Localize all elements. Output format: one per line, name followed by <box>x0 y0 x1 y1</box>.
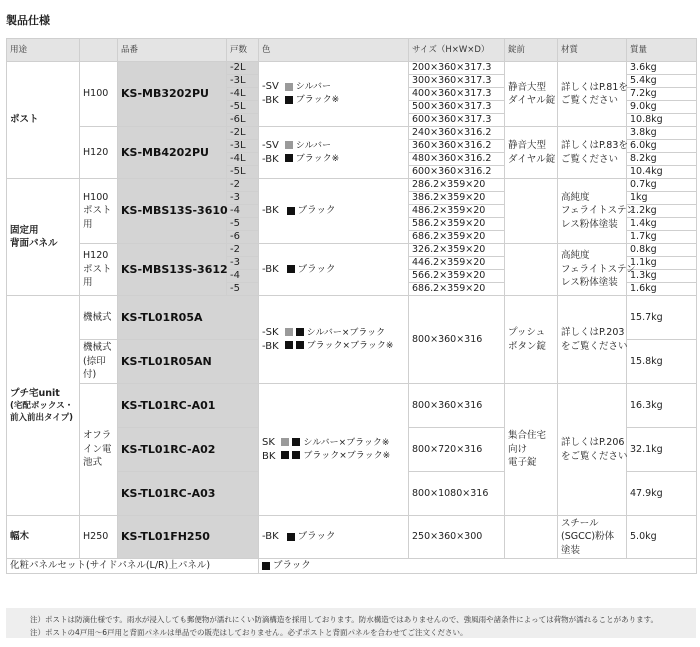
weight-value: 8.2kg <box>627 153 697 166</box>
model-ks-mb3202pu: KS-MB3202PU <box>118 62 227 127</box>
color-name: ブラック <box>297 531 336 543</box>
unit-suffix: -2L <box>227 62 259 75</box>
sub-h100: H100 <box>80 62 118 127</box>
silver-swatch-icon <box>285 141 293 149</box>
weight-value: 9.0kg <box>627 101 697 114</box>
weight-value: 0.7kg <box>627 179 697 192</box>
material-line: 高純度 <box>561 250 590 262</box>
size-value: 360×360×316.2 <box>409 140 505 153</box>
silver-swatch-icon <box>285 328 293 336</box>
header-row <box>7 39 697 62</box>
weight-value: 15.8kg <box>627 340 697 384</box>
model-ks-tl01fh250: KS-TL01FH250 <box>118 516 259 559</box>
size-value: 200×360×317.3 <box>409 62 505 75</box>
material-line: レス粉体塗装 <box>561 277 618 289</box>
size-value: 600×360×316.2 <box>409 166 505 179</box>
lock-line: プッシュ <box>508 327 546 339</box>
material-line: フェライトステン <box>561 263 636 275</box>
black-swatch-icon <box>281 451 289 459</box>
sub-h250: H250 <box>80 516 118 559</box>
weight-value: 7.2kg <box>627 88 697 101</box>
spec-table <box>6 38 697 574</box>
material-line: 高純度 <box>561 191 590 203</box>
sub-mech: 機械式 <box>80 296 118 340</box>
size-value: 446.2×359×20 <box>409 257 505 270</box>
material-cell <box>558 179 636 244</box>
sub-line: イン電 <box>83 443 112 455</box>
header-material: 材質 <box>558 39 627 62</box>
color-code: -SK <box>262 326 279 338</box>
unit-suffix: -3 <box>227 192 259 205</box>
weight-value: 0.8kg <box>627 244 697 257</box>
color-code: -BK <box>262 263 279 275</box>
weight-value: 1.1kg <box>627 257 697 270</box>
size-value: 250×360×300 <box>409 516 505 559</box>
model-ks-tl01r05an: KS-TL01R05AN <box>118 340 259 384</box>
decor-label: 化粧パネルセット(サイドパネル(L/R)上パネル) <box>7 559 259 574</box>
lock-line: ダイヤル錠 <box>508 95 556 106</box>
color-name: シルバー <box>295 140 331 151</box>
color-code: -BK <box>262 153 279 165</box>
unit-suffix: -2 <box>227 244 259 257</box>
color-name: ブラック <box>297 263 336 275</box>
sub-line: 池式 <box>83 457 103 469</box>
color-cell <box>259 296 409 384</box>
weight-value: 1kg <box>627 192 697 205</box>
sub-mech-stamp <box>80 340 118 384</box>
sub-line: H120 <box>83 250 109 262</box>
use-line: 前入前出タイプ) <box>10 413 73 424</box>
unit-suffix: -3L <box>227 75 259 88</box>
lock-line: 静音大型 <box>508 140 547 152</box>
black-swatch-icon <box>292 438 300 446</box>
lock-line: 静音大型 <box>508 81 547 93</box>
lock-line: ボタン錠 <box>508 340 547 352</box>
black-swatch-icon <box>296 328 304 336</box>
sub-line: 用 <box>83 277 93 289</box>
color-name: シルバー×ブラック <box>306 327 386 338</box>
material-cell <box>558 516 627 559</box>
size-value: 286.2×359×20 <box>409 179 505 192</box>
color-code: -SV <box>262 139 279 151</box>
unit-suffix: -4L <box>227 153 259 166</box>
weight-value: 16.3kg <box>627 384 697 428</box>
size-value: 686.2×359×20 <box>409 231 505 244</box>
model-ks-mbs13s-3610: KS-MBS13S-3610 <box>118 179 227 244</box>
material-cell <box>558 62 627 127</box>
header-use: 用途 <box>7 39 80 62</box>
header-color: 色 <box>259 39 409 62</box>
unit-suffix: -2L <box>227 127 259 140</box>
color-name: ブラック <box>297 205 336 216</box>
size-value: 800×1080×316 <box>409 472 505 516</box>
lock-line: 集合住宅 <box>508 430 547 442</box>
weight-value: 3.8kg <box>627 127 697 140</box>
material-line: ご覧ください <box>561 153 619 165</box>
weight-value: 47.9kg <box>627 472 697 516</box>
use-line: 固定用 <box>10 224 39 236</box>
decor-color-cell <box>259 559 697 574</box>
black-swatch-icon <box>287 265 295 273</box>
material-line: をご覧ください <box>561 340 628 352</box>
model-ks-tl01rc-a03: KS-TL01RC-A03 <box>118 472 259 516</box>
size-value: 566.2×359×20 <box>409 270 505 283</box>
color-cell <box>259 179 409 244</box>
lock-cell <box>505 62 558 127</box>
material-line: ご覧ください <box>561 95 619 106</box>
unit-suffix: -5 <box>227 218 259 231</box>
weight-value: 1.7kg <box>627 231 697 244</box>
weight-value: 10.4kg <box>627 166 697 179</box>
color-cell <box>259 516 409 559</box>
use-line: (宅配ボックス・ <box>10 401 74 411</box>
model-ks-tl01r05a: KS-TL01R05A <box>118 296 259 340</box>
weight-value: 10.8kg <box>627 114 697 127</box>
unit-suffix: -5 <box>227 283 259 296</box>
sub-line: ポスト <box>83 263 112 275</box>
unit-suffix: -4 <box>227 270 259 283</box>
black-swatch-icon <box>287 533 295 541</box>
lock-cell <box>505 384 558 516</box>
use-line: 背面パネル <box>10 238 58 249</box>
size-value: 326.2×359×20 <box>409 244 505 257</box>
size-value: 500×360×317.3 <box>409 101 505 114</box>
sub-panel-h100 <box>80 179 118 244</box>
sub-line: H100 <box>83 191 109 203</box>
weight-value: 5.0kg <box>627 516 697 559</box>
color-code: BK <box>262 450 276 462</box>
color-cell <box>259 62 409 127</box>
material-line: フェライトステン <box>561 205 636 217</box>
weight-value: 1.6kg <box>627 283 697 296</box>
material-line: (SGCC)粉体 <box>561 531 615 543</box>
model-ks-mbs13s-3612: KS-MBS13S-3612 <box>118 244 227 296</box>
color-cell <box>259 384 409 516</box>
sub-line: 用 <box>83 218 93 230</box>
size-value: 600×360×317.3 <box>409 114 505 127</box>
sub-elec <box>80 384 118 516</box>
use-panel <box>7 179 80 296</box>
silver-swatch-icon <box>285 83 293 91</box>
size-value: 486.2×359×20 <box>409 205 505 218</box>
material-cell <box>558 127 627 179</box>
color-cell <box>259 127 409 179</box>
color-name: シルバー <box>295 82 331 93</box>
header-lock: 錠前 <box>505 39 558 62</box>
use-post: ポスト <box>7 62 80 179</box>
lock-line: 電子錠 <box>508 457 537 469</box>
color-name: ブラック※ <box>295 95 340 105</box>
unit-suffix: -5L <box>227 101 259 114</box>
size-value: 300×360×317.3 <box>409 75 505 88</box>
weight-value: 15.7kg <box>627 296 697 340</box>
size-value: 586.2×359×20 <box>409 218 505 231</box>
sub-line: ポスト <box>83 205 112 217</box>
unit-suffix: -6L <box>227 114 259 127</box>
black-swatch-icon <box>292 451 300 459</box>
lock-cell <box>505 296 558 384</box>
black-swatch-icon <box>285 96 293 104</box>
model-ks-mb4202pu: KS-MB4202PU <box>118 127 227 179</box>
unit-suffix: -3 <box>227 257 259 270</box>
color-code: -BK <box>262 95 279 106</box>
color-name: シルバー×ブラック※ <box>303 437 390 448</box>
header-size: サイズ（H×W×D） <box>409 39 505 62</box>
material-line: をご覧ください <box>561 450 628 462</box>
header-weight: 質量 <box>627 39 697 62</box>
model-ks-tl01rc-a02: KS-TL01RC-A02 <box>118 428 259 472</box>
color-code: SK <box>262 436 275 448</box>
unit-suffix: -3L <box>227 140 259 153</box>
weight-value: 6.0kg <box>627 140 697 153</box>
size-value: 240×360×316.2 <box>409 127 505 140</box>
use-baseboard: 幅木 <box>7 516 80 559</box>
weight-value: 32.1kg <box>627 428 697 472</box>
black-swatch-icon <box>296 341 304 349</box>
color-code: -BK <box>262 205 279 216</box>
unit-suffix: -6 <box>227 231 259 244</box>
model-ks-tl01rc-a01: KS-TL01RC-A01 <box>118 384 259 428</box>
size-value: 800×720×316 <box>409 428 505 472</box>
color-name: ブラック <box>273 560 311 572</box>
material-line: 詳しくはP.81を <box>561 81 628 93</box>
size-value: 386.2×359×20 <box>409 192 505 205</box>
weight-value: 3.6kg <box>627 62 697 75</box>
sub-line: 付) <box>83 369 97 381</box>
use-line: プチ宅unit <box>10 387 60 399</box>
lock-cell-empty <box>505 244 558 296</box>
material-line: 詳しくはP.206 <box>561 437 625 449</box>
material-line: 詳しくはP.83を <box>561 140 628 152</box>
material-line: スチール <box>561 518 599 529</box>
weight-value: 1.4kg <box>627 218 697 231</box>
material-cell <box>558 296 627 384</box>
black-swatch-icon <box>285 341 293 349</box>
use-unit <box>7 296 80 516</box>
color-code: -BK <box>262 531 279 543</box>
weight-value: 5.4kg <box>627 75 697 88</box>
material-line: レス粉体塗装 <box>561 218 618 230</box>
page-title: 製品仕様 <box>6 14 50 27</box>
color-name: ブラック×ブラック※ <box>306 340 394 351</box>
color-name: ブラック※ <box>295 153 340 164</box>
lock-cell <box>505 127 558 179</box>
color-name: ブラック×ブラック※ <box>303 450 391 461</box>
unit-suffix: -4L <box>227 88 259 101</box>
lock-cell-empty <box>505 516 558 559</box>
size-value: 800×360×316 <box>409 384 505 428</box>
unit-suffix: -4 <box>227 205 259 218</box>
black-swatch-icon <box>287 207 295 215</box>
unit-suffix: -2 <box>227 179 259 192</box>
sub-h120: H120 <box>80 127 118 179</box>
lock-line: 向け <box>508 443 528 455</box>
material-line: 詳しくはP.203 <box>561 327 625 339</box>
header-units: 戸数 <box>227 39 259 62</box>
sub-line: (捺印 <box>83 355 106 367</box>
unit-suffix: -5L <box>227 166 259 179</box>
color-cell <box>259 244 409 296</box>
black-swatch-icon <box>285 154 293 162</box>
weight-value: 1.3kg <box>627 270 697 283</box>
material-line: 塗装 <box>561 544 581 556</box>
color-code: -SV <box>262 81 279 92</box>
lock-line: ダイヤル錠 <box>508 153 556 165</box>
header-blank <box>80 39 118 62</box>
header-model: 品番 <box>118 39 227 62</box>
material-cell <box>558 384 627 516</box>
silver-swatch-icon <box>281 438 289 446</box>
black-swatch-icon <box>262 562 270 570</box>
sub-line: オフラ <box>83 430 112 442</box>
material-cell <box>558 244 636 296</box>
size-value: 480×360×316.2 <box>409 153 505 166</box>
size-value: 686.2×359×20 <box>409 283 505 296</box>
weight-value: 1.2kg <box>627 205 697 218</box>
size-value: 800×360×316 <box>409 296 505 384</box>
size-value: 400×360×317.3 <box>409 88 505 101</box>
lock-cell-empty <box>505 179 558 244</box>
color-code: -BK <box>262 340 279 352</box>
note-line: 注）ポストの4戸用〜6戸用と背面パネルは単品での販売はしておりません。必ずポストと背面パネルを合わせてご注文ください。 <box>30 628 468 637</box>
note-line: 注）ポストは防滴仕様です。雨水が浸入しても郵便物が濡れにくい防滴構造を採用しております。防水構造ではありませんので、強風雨や諸条件によっては荷物が濡れることがあります。 <box>30 615 659 624</box>
sub-line: 機械式 <box>83 342 112 354</box>
sub-panel-h120 <box>80 244 118 296</box>
